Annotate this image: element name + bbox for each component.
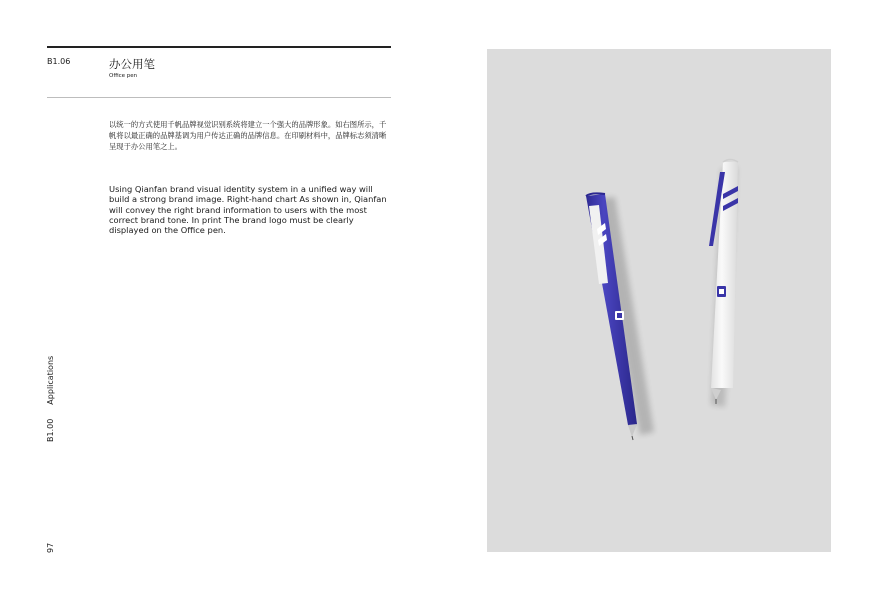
divider xyxy=(47,97,391,98)
page-subtitle: Office pen xyxy=(109,73,138,79)
chapter-name: Applications xyxy=(46,355,55,405)
pen-mockup-svg xyxy=(487,49,831,552)
chapter-label xyxy=(46,356,55,442)
body-text-chinese: 以统一的方式使用千帆品牌视觉识别系统将建立一个强大的品牌形象。如右图所示，千帆将以最正确的品牌基调为用户传达正确的品牌信息。在印刷材料中，品牌标志须清晰呈现于办公用笔之上。 xyxy=(109,120,387,151)
page-number: 97 xyxy=(46,542,55,553)
logo-icon xyxy=(717,286,726,297)
pen-mockup-image xyxy=(487,49,831,552)
page-title: 办公用笔 xyxy=(109,57,155,71)
section-code: B1.06 xyxy=(47,57,71,66)
blue-pen xyxy=(586,193,654,440)
chapter-code: B1.00 xyxy=(46,418,55,442)
header-rule xyxy=(47,46,391,48)
body-text-english: Using Qianfan brand visual identity system in a unified way will build a strong brand image. Right-hand chart As shown in, Qianfan will convey the right brand information to users with the most correct brand tone. In print The brand logo must be clearly displayed on the Office pen. xyxy=(109,184,387,236)
logo-icon xyxy=(615,311,624,320)
white-pen xyxy=(709,160,738,408)
